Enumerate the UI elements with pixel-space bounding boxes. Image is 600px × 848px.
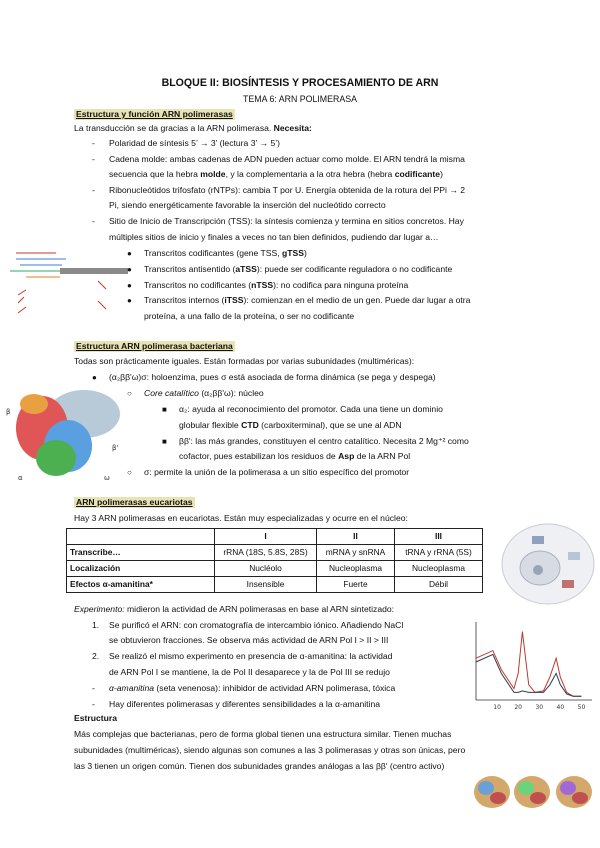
section-heading-structure-function: Estructura y función ARN polimerasas (76, 109, 233, 119)
rnap-blob-alpha (36, 440, 76, 476)
fig-label-beta: β (6, 408, 11, 416)
bacterial-intro: Todas son prácticamente iguales. Están formadas por varias subunidades (multiméricas): (74, 356, 415, 366)
holoenzyme-item: ● (α₂ββ'ω)σ: holoenzima, pues σ está asociada de forma dinámica (se pega y despega) (92, 372, 436, 382)
table-row-header: Efectos α-amanitina* (67, 577, 215, 593)
tss-diagram-figure (6, 245, 130, 327)
tss-arrow-5 (98, 301, 106, 309)
table-cell: Nucléolo (215, 561, 317, 577)
sublist-item-ntss: ● Transcritos no codificantes (nTSS): no codifica para ninguna proteína (127, 280, 409, 290)
tss-gene-bar (60, 268, 128, 274)
rnap-structure-2 (514, 776, 550, 808)
core-catalytic-item: ○ Core catalítico (α₂ββ'ω): núcleo (127, 388, 264, 398)
rnap-structure-figure (4, 384, 126, 484)
experiment-step-2-line2: de ARN Pol I se mantiene, la de Pol II desaparece y la de Pol III se redujo (109, 667, 390, 677)
table-col-header: I (215, 529, 317, 545)
chart-series-line-1 (476, 632, 581, 697)
table-row (67, 561, 483, 577)
alpha-subunit-line2: globular flexible CTD (carboxiterminal), que se une al ADN (179, 420, 402, 430)
table-corner-cell (67, 529, 215, 545)
chromatography-chart (466, 618, 596, 712)
experiment-step-1-line2: se obtuvieron fracciones. Se observa más actividad de ARN Pol I > II > III (109, 635, 389, 645)
list-item-template-line2: secuencia que la hebra molde, y la complementaria a la otra hebra (hebra codificante) (109, 169, 443, 179)
rnap-structure-3 (556, 776, 592, 808)
chart-x-tick-label: 30 (535, 704, 544, 711)
cell-marker-2 (568, 552, 580, 560)
tss-arrow-3 (18, 307, 26, 313)
table-header-row (67, 529, 483, 545)
section-heading-eukaryotic: ARN polimerasas eucariotas (76, 497, 193, 507)
page-title: BLOQUE II: BIOSÍNTESIS Y PROCESAMIENTO DE ARN (161, 77, 439, 89)
sensitivity-item: - Hay diferentes polimerasas y diferentes sensibilidades a la α-amanitina (92, 699, 381, 709)
rnap-three-structures-figure (470, 770, 596, 814)
experiment-step-2: 2. Se realizó el mismo experimento en presencia de α-amanitina: la actividad (92, 651, 393, 661)
sublist-item-atss: ● Transcritos antisentido (aTSS): puede ser codificante reguladora o no codificante (127, 264, 453, 274)
experiment-intro: Experimento: midieron la actividad de ARN polimerasas en base al ARN sintetizado: (74, 604, 395, 614)
table-row-header: Localización (67, 561, 215, 577)
list-item-template: - Cadena molde: ambas cadenas de ADN pueden actuar como molde. El ARN tendrá la misma (92, 154, 465, 164)
tss-arrow-1 (18, 290, 26, 295)
list-item-polarity: - Polaridad de síntesis 5’ → 3’ (lectura 3’ → 5’) (92, 138, 280, 148)
experiment-step-1: 1. Se purificó el ARN: con cromatografía de intercambio iónico. Añadiendo NaCl (92, 620, 404, 630)
tss-arrow-2 (18, 297, 24, 303)
sigma-item: ○ σ: permite la unión de la polimerasa a un sitio específico del promotor (127, 467, 410, 477)
tss-arrow-4 (98, 281, 106, 289)
chart-x-tick-label: 40 (556, 704, 565, 711)
table-col-header: III (395, 529, 483, 545)
cell-marker-3 (562, 580, 574, 588)
cell-nucleus-figure (500, 522, 596, 606)
fig-label-alpha: α (18, 474, 23, 482)
table-cell: Fuerte (317, 577, 395, 593)
table-row (67, 545, 483, 561)
beta-subunit-line2: cofactor, pues estabilizan los residuos de Asp de la ARN Pol (179, 451, 411, 461)
list-item-tss: - Sitio de Inicio de Transcripción (TSS): la síntesis comienza y termina en sitios concretos. Hay (92, 216, 464, 226)
table-cell: Insensible (215, 577, 317, 593)
chart-x-tick-label: 20 (514, 704, 523, 711)
rnap-structure-1 (474, 776, 510, 808)
amanitin-item: - α-amanitina (seta venenosa): inhibidor de actividad ARN polimerasa, tóxica (92, 683, 396, 693)
table-cell: Débil (395, 577, 483, 593)
table-cell: rRNA (18S, 5.8S, 28S) (215, 545, 317, 561)
eukaryotic-intro: Hay 3 ARN polimerasas en eucariotas. Están muy especializadas y ocurre en el núcleo: (74, 513, 408, 523)
table-cell: Nucleoplasma (317, 561, 395, 577)
section-heading-structure: Estructura (74, 713, 117, 723)
table-cell: mRNA y snRNA (317, 545, 395, 561)
table-cell: Nucleoplasma (395, 561, 483, 577)
table-cell: tRNA y rRNA (5S) (395, 545, 483, 561)
rnap-comparison-table (66, 528, 483, 593)
list-item-rntps: - Ribonucleótidos trifosfato (rNTPs): cambia T por U. Energía obtenida de la rotura del PPi → 2 (92, 185, 466, 195)
table-col-header: II (317, 529, 395, 545)
sublist-item-gtss: ● Transcritos codificantes (gene TSS, gTSS) (127, 248, 307, 258)
nucleolus (533, 565, 543, 575)
chart-x-tick-label: 50 (577, 704, 586, 711)
table-row (67, 577, 483, 593)
page-subtitle: TEMA 6: ARN POLIMERASA (243, 94, 357, 104)
sublist-item-itss: ● Transcritos internos (iTSS): comienzan en el medio de un gen. Puede dar lugar a otra (127, 295, 471, 305)
cell-marker-1 (532, 536, 544, 544)
table-row-header: Transcribe… (67, 545, 215, 561)
beta-subunit-item: ■ ββ': las más grandes, constituyen el centro catalítico. Necesita 2 Mg⁺² como (162, 436, 469, 446)
fig-label-omega: ω (104, 474, 110, 482)
sublist-item-itss-line2: proteína, a una fallo de la proteína, o ser no codificante (144, 311, 355, 321)
chart-x-tick-label: 10 (493, 704, 501, 711)
rnap-blob-sigma (20, 394, 48, 414)
list-item-tss-line2: múltiples sitios de inicio y finales a veces no tan bien definidos, pudiendo dar lugar a… (109, 232, 439, 242)
section-heading-bacterial: Estructura ARN polimerasa bacteriana (76, 341, 233, 351)
alpha-subunit-item: ■ α₂: ayuda al reconocimiento del promotor. Cada una tiene un dominio (162, 404, 443, 414)
structure-paragraph-line1: Más complejas que bacterianas, pero de forma global tienen una estructura similar. Tienen muchas (74, 729, 452, 739)
list-item-rntps-line2: Pi, siendo energéticamente favorable la inserción del nucleótido correcto (109, 200, 386, 210)
intro-paragraph: La transducción se da gracias a la ARN polimerasa. Necesita: (74, 123, 312, 133)
structure-paragraph-line3: las 3 tienen un origen común. Tienen dos subunidades grandes análogas a las ββ' (centro activo) (74, 761, 445, 771)
structure-paragraph-line2: subunidades (multiméricas), siendo algunas son comunes a las 3 polimerasas y otras son únicas, pero (74, 745, 466, 755)
fig-label-beta-prime: β' (112, 444, 119, 452)
